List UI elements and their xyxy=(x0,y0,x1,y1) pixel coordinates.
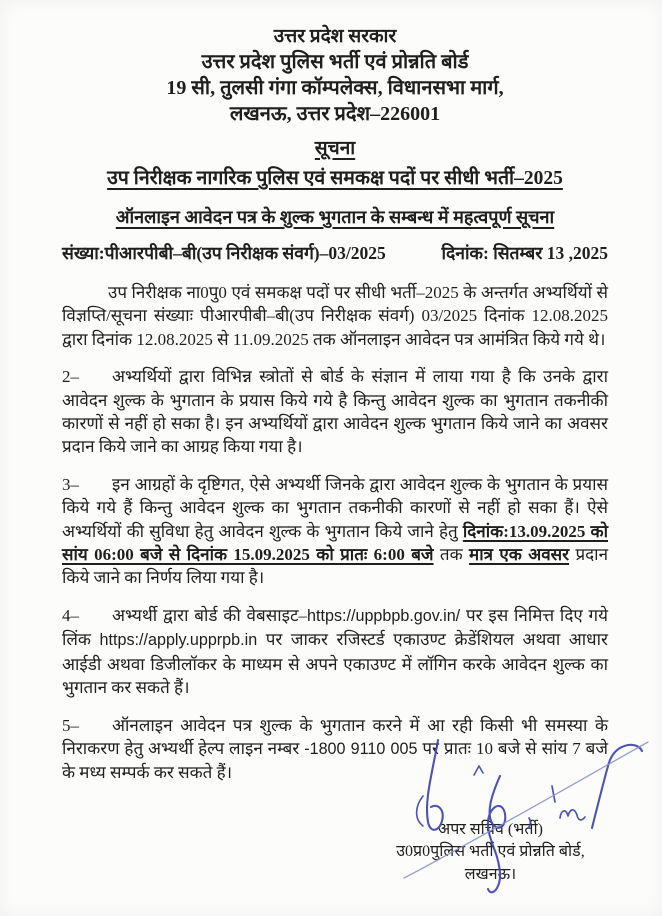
signatory-place: लखनऊ। xyxy=(464,865,517,883)
address-city-line: लखनऊ, उत्तर प्रदेश–226001 xyxy=(229,103,441,125)
recruitment-subject-line xyxy=(62,166,608,192)
board-website-url: https://uppbpb.gov.in/ xyxy=(307,606,461,625)
notice-heading xyxy=(62,137,608,161)
payment-window-dates: दिनांक:13.09.2025 को सांय 06:00 बजे से दिनांक 15.09.2025 को प्रातः 6:00 बजे xyxy=(62,521,608,565)
recruitment-subject-text: उप निरीक्षक नागरिक पुलिस एवं समकक्ष पदों पर सीधी भर्ती–2025 xyxy=(107,168,563,189)
board-title: उत्तर प्रदेश पुलिस भर्ती एवं प्रोन्नति बोर्ड xyxy=(201,51,469,73)
government-title: उत्तर प्रदेश सरकार xyxy=(273,26,397,47)
address-line: 19 सी, तुलसी गंगा कॉम्पलेक्स, विधानसभा मार्ग, xyxy=(166,77,504,99)
paragraph-2-text: अभ्यर्थियों द्वारा विभिन्न स्त्रोतों से बोर्ड के संज्ञान में लाया गया है कि उनके द्वारा आवेदन शुल्क के भुगतान के प्रयास किये गये है किन्तु आवेदन शुल्क का भुगतान तकनीकी कारणों से नहीं हो सका है। इन अभ्यर्थियों द्वारा आवेदन शुल्क भुगतान किये जाने का अवसर प्रदान किये जाने का आग्रह किया गया है। xyxy=(62,367,608,457)
notice-heading-text: सूचना xyxy=(314,138,356,159)
paragraph-4-text-b: पर इस निमित्त दिए गये लिंक xyxy=(62,605,608,650)
fee-payment-subject-text: ऑनलाइन आवेदन पत्र के शुल्क भुगतान के सम्बन्ध में महत्वपूर्ण सूचना xyxy=(115,207,555,227)
single-opportunity-text: मात्र एक अवसर xyxy=(469,545,570,565)
paragraph-4 xyxy=(62,604,608,700)
document-header xyxy=(62,24,608,127)
paragraph-5-number: 5– xyxy=(62,715,79,735)
paragraph-3 xyxy=(62,473,608,590)
paragraph-5-text-b: पर प्रातः 10 बजे से सांय 7 बजे के मध्य सम्पर्क कर सकते हैं। xyxy=(62,738,608,783)
reference-number: संख्या:पीआरपीबी–बी(उप निरीक्षक संवर्ग)–03/2025 xyxy=(62,243,386,263)
paragraph-3-text-b: तक xyxy=(433,545,470,565)
paragraph-5 xyxy=(62,714,608,785)
notice-date: दिनांक: सितम्बर 13 ,2025 xyxy=(441,243,608,263)
fee-payment-subject-line xyxy=(62,205,608,229)
apply-portal-url: https://apply.upprpb.in xyxy=(99,631,258,650)
paragraph-4-text-a: अभ्यर्थी द्वारा बोर्ड की वेबसाइट– xyxy=(112,605,308,625)
paragraph-2-number: 2– xyxy=(62,367,79,387)
signatory-designation: अपर सचिव (भर्ती) xyxy=(437,820,544,838)
paragraph-1-text: उप निरीक्षक ना0पु0 एवं समकक्ष पदों पर सीधी भर्ती–2025 के अन्तर्गत अभ्यर्थियों से विज्ञप्ति/सूचना संख्याः पीआरपीबी–बी(उप निरीक्षक संवर्ग) 03/2025 दिनांक 12.08.2025 द्वारा दिनांक 12.08.2025 से 11.09.2025 तक ऑनलाइन आवेदन पत्र आमंत्रित किये गये थे। xyxy=(62,283,608,349)
paragraph-3-text-a: इन आग्रहों के दृष्टिगत, ऐसे अभ्यर्थी जिनके द्वारा आवेदन शुल्क के भुगतान के प्रयास किये गये हैं किन्तु आवेदन शुल्क का भुगतान तकनीकी कारणों से नहीं हो सका हैं। ऐसे अभ्यर्थियों की सुविधा हेतु आवेदन शुल्क के भुगतान किये जाने हेतु xyxy=(62,474,608,541)
paragraph-1 xyxy=(62,281,608,351)
paragraph-3-number: 3– xyxy=(62,474,79,494)
signatory-block xyxy=(373,819,608,887)
paragraph-4-number: 4– xyxy=(62,605,79,625)
reference-row xyxy=(62,241,608,265)
paragraph-4-text-c: पर जाकर रजिस्टर्ड एकाउण्ट क्रेडेंशियल अथवा आधार आईडी अथवा डिजीलॉकर के माध्यम से अपने एकाउण्ट में लॉगिन करके आवेदन शुल्क का भुगतान कर सकते हैं। xyxy=(62,630,608,698)
signatory-organization: उ0प्र0पुलिस भर्ती एवं प्रोन्नति बोर्ड, xyxy=(396,843,585,861)
helpline-number: -1800 9110 005 xyxy=(304,739,418,758)
paragraph-2 xyxy=(62,365,608,459)
paragraph-3-text-c: प्रदान किये जाने का निर्णय लिया गया है। xyxy=(62,545,609,588)
paragraph-5-text-a: ऑनलाइन आवेदन पत्र शुल्क के भुगतान करने में आ रही किसी भी समस्या के निराकरण हेतु अभ्यर्थी हेल्प लाइन नम्बर xyxy=(62,715,608,758)
